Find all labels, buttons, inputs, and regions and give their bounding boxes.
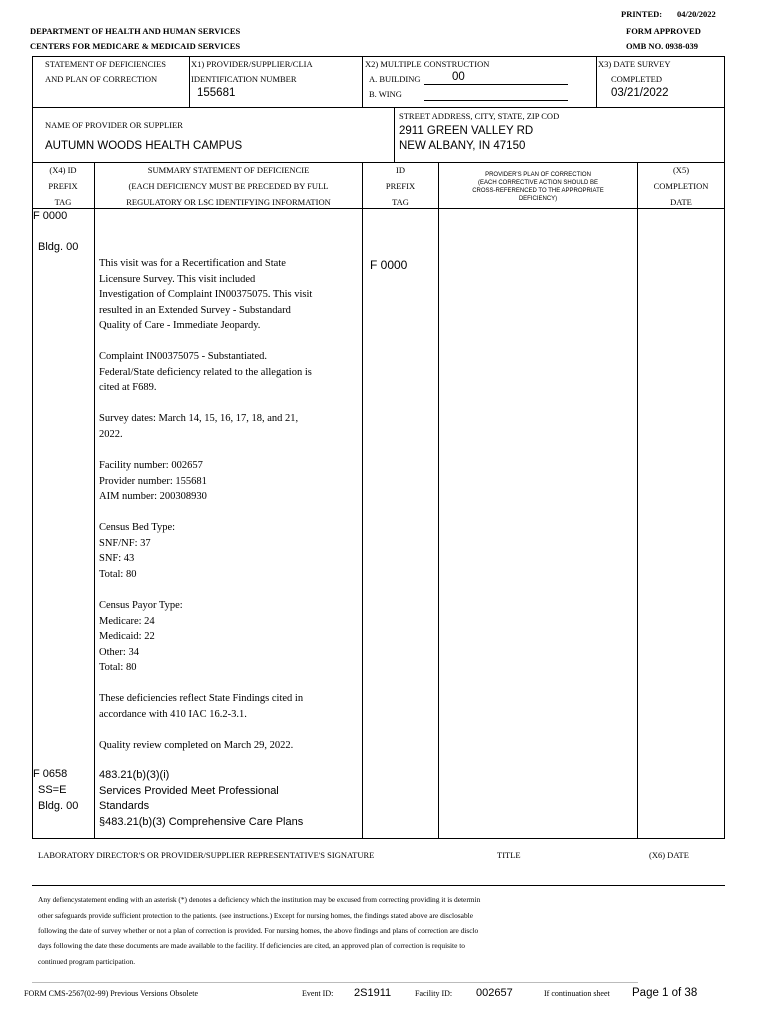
x3-label-2: COMPLETED — [611, 74, 662, 84]
plan-header-3: CROSS-REFERENCED TO THE APPROPRIATE — [472, 188, 604, 194]
plan-header-1: PROVIDER'S PLAN OF CORRECTION — [485, 172, 591, 178]
entry1-tag: F 0000 — [33, 210, 68, 222]
entry1-id-tag: F 0000 — [370, 258, 408, 272]
plan-header-4: DEFICIENCY) — [518, 196, 558, 202]
entry2-bldg: Bldg. 00 — [38, 800, 79, 812]
statement-label-1: STATEMENT OF DEFICIENCIES — [45, 59, 167, 69]
footnote-line-4: days following the date these documents are made available to the facility. If deficiencies are cited, an approved plan of correction is requisite to — [38, 941, 465, 950]
footnote-line-2: other safeguards provide sufficient protection to the patients. (see instructions.) Except for nursing homes, the findings stated above are disclosable — [38, 911, 473, 920]
entry1-paragraph-6: Census Payor Type: Medicare: 24 Medicaid: 22 Other: 34 Total: 80 — [99, 600, 183, 674]
footnote-line-5: continued program participation. — [38, 957, 136, 966]
entry1-paragraph-1: This visit was for a Recertification and State Licensure Survey. This visit included Investigation of Complaint IN00375075. This visit resulted in an Extended Survey - Substandard Quality of Care - Immediate Jeopardy. — [99, 258, 313, 332]
form-approved: FORM APPROVED — [626, 26, 701, 36]
x5-header-1: (X5) — [672, 165, 690, 175]
printed-label: PRINTED: — [621, 9, 663, 19]
survey-date-value: 03/21/2022 — [611, 87, 669, 99]
id-header-1: ID — [396, 165, 405, 175]
provider-id-value: 155681 — [197, 87, 236, 99]
footnote-line-3: following the date of survey whether or not a plan of correction is provided. For nursing homes, the above findings and plans of correction are disclo — [38, 926, 479, 935]
facility-id-value: 002657 — [476, 987, 513, 999]
page-number: Page 1 of 38 — [632, 987, 698, 999]
title-label: TITLE — [497, 850, 521, 860]
facility-id-label: Facility ID: — [415, 989, 453, 998]
statement-label-2: AND PLAN OF CORRECTION — [45, 74, 158, 84]
date-label: (X6) DATE — [649, 850, 689, 860]
entry1-paragraph-4: Facility number: 002657 Provider number: 155681 AIM number: 200308930 — [99, 460, 207, 503]
event-id-value: 2S1911 — [354, 987, 392, 999]
building-label: A. BUILDING — [369, 74, 421, 84]
entry1-paragraph-5: Census Bed Type: SNF/NF: 37 SNF: 43 Total: 80 — [99, 522, 176, 580]
x1-label-2: IDENTIFICATION NUMBER — [191, 74, 297, 84]
entry1-paragraph-2: Complaint IN00375075 - Substantiated. Federal/State deficiency related to the allegation is cited at F689. — [99, 351, 312, 394]
provider-name-label: NAME OF PROVIDER OR SUPPLIER — [45, 120, 183, 130]
x1-label-1: X1) PROVIDER/SUPPLIER/CLIA — [191, 59, 313, 69]
x2-label: X2) MULTIPLE CONSTRUCTION — [365, 59, 490, 69]
x4-header-1: (X4) ID — [49, 165, 77, 175]
address-label: STREET ADDRESS, CITY, STATE, ZIP COD — [399, 111, 560, 121]
entry2-tag: F 0658 — [33, 768, 68, 780]
entry1-paragraph-8: Quality review completed on March 29, 2022. — [99, 740, 294, 751]
entry2-scope-severity: SS=E — [38, 784, 67, 796]
department-title: DEPARTMENT OF HEALTH AND HUMAN SERVICES — [30, 26, 241, 36]
summary-header-1: SUMMARY STATEMENT OF DEFICIENCIE — [147, 165, 310, 175]
id-header-2: PREFIX — [385, 181, 416, 191]
form-number: FORM CMS-2567(02-99) Previous Versions Obsolete — [24, 989, 199, 998]
entry2-regulation: 483.21(b)(3)(i) Services Provided Meet Professional Standards §483.21(b)(3) Comprehensive Care Plans — [99, 769, 304, 828]
x5-header-2: COMPLETION — [653, 181, 709, 191]
id-header-3: TAG — [392, 197, 409, 207]
omb-number: OMB NO. 0938-039 — [626, 41, 699, 51]
summary-header-2: (EACH DEFICIENCY MUST BE PRECEDED BY FULL — [128, 181, 329, 191]
signature-label: LABORATORY DIRECTOR'S OR PROVIDER/SUPPLIER REPRESENTATIVE'S SIGNATURE — [38, 850, 375, 860]
address-line-1: 2911 GREEN VALLEY RD — [399, 125, 534, 137]
x3-label-1: X3) DATE SURVEY — [598, 59, 671, 69]
building-value: 00 — [452, 71, 465, 83]
entry1-paragraph-7: These deficiencies reflect State Findings cited in accordance with 410 IAC 16.2-3.1. — [99, 693, 304, 720]
plan-header-2: (EACH CORRECTIVE ACTION SHOULD BE — [477, 180, 599, 186]
x5-header-3: DATE — [670, 197, 692, 207]
entry1-bldg: Bldg. 00 — [38, 241, 79, 253]
x4-header-2: PREFIX — [48, 181, 78, 191]
agency-title: CENTERS FOR MEDICARE & MEDICAID SERVICES — [30, 41, 241, 51]
continuation-label: If continuation sheet — [544, 989, 610, 998]
provider-name-value: AUTUMN WOODS HEALTH CAMPUS — [45, 140, 243, 152]
printed-date: 04/20/2022 — [677, 9, 716, 19]
wing-label: B. WING — [369, 89, 402, 99]
summary-header-3: REGULATORY OR LSC IDENTIFYING INFORMATION — [126, 197, 331, 207]
footnote-line-1: Any defiencystatement ending with an asterisk (*) denotes a deficiency which the institution may be excused from correcting providing it is determin — [38, 895, 481, 904]
address-line-2: NEW ALBANY, IN 47150 — [399, 140, 526, 152]
entry1-paragraph-3: Survey dates: March 14, 15, 16, 17, 18, and 21, 2022. — [99, 413, 299, 440]
event-id-label: Event ID: — [302, 989, 334, 998]
x4-header-3: TAG — [54, 197, 72, 207]
